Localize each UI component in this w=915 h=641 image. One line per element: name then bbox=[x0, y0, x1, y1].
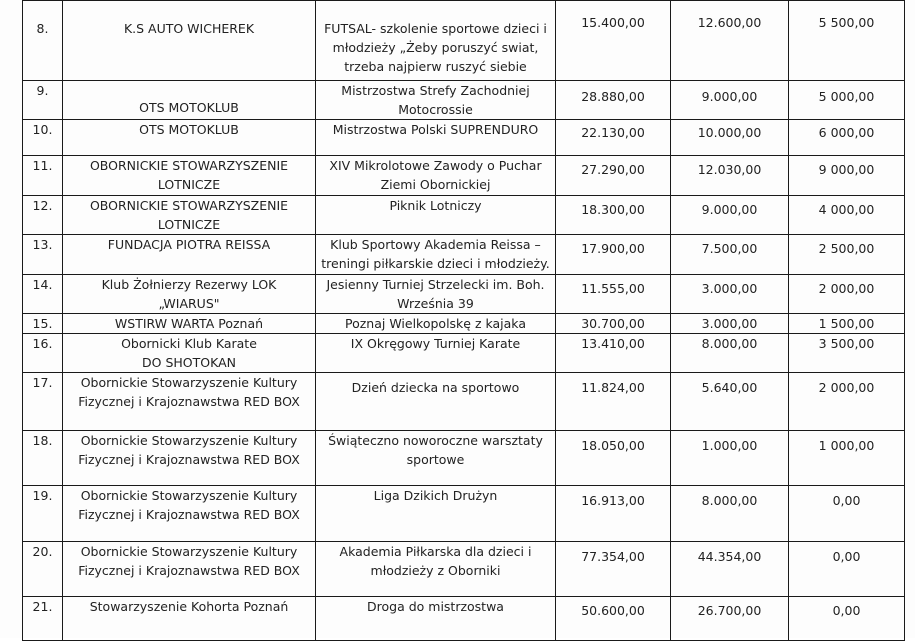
task-cell bbox=[316, 431, 556, 486]
task-line: Ziemi Obornickiej bbox=[380, 177, 491, 192]
proposed-amount: 10.000,00 bbox=[671, 120, 789, 156]
organization-line: Fizycznej i Krajoznawstwa RED BOX bbox=[78, 507, 300, 522]
task-line: FUTSAL- szkolenie sportowe dzieci i bbox=[324, 21, 547, 36]
task-cell bbox=[316, 235, 556, 275]
requested-amount: 28.880,00 bbox=[556, 81, 671, 120]
task-cell bbox=[316, 196, 556, 235]
requested-amount: 17.900,00 bbox=[556, 235, 671, 275]
task-cell bbox=[316, 334, 556, 373]
organization-line: OTS MOTOKLUB bbox=[139, 100, 239, 115]
organization-line: LOTNICZE bbox=[157, 217, 221, 232]
granted-amount: 2 000,00 bbox=[789, 275, 905, 314]
task-cell bbox=[316, 542, 556, 597]
proposed-amount: 12.030,00 bbox=[671, 156, 789, 196]
organization-line: Obornickie Stowarzyszenie Kultury bbox=[80, 544, 298, 559]
organization-cell bbox=[63, 431, 316, 486]
task-cell bbox=[316, 373, 556, 431]
requested-amount: 15.400,00 bbox=[556, 1, 671, 81]
organization-line: OBORNICKIE STOWARZYSZENIE bbox=[89, 158, 289, 173]
organization-line: LOTNICZE bbox=[157, 177, 221, 192]
row-number: 11. bbox=[23, 156, 63, 196]
requested-amount: 13.410,00 bbox=[556, 334, 671, 373]
table-row bbox=[23, 597, 905, 641]
task-line: Mistrzostwa Polski SUPRENDURO bbox=[332, 122, 539, 137]
proposed-amount: 7.500,00 bbox=[671, 235, 789, 275]
organization-line: Obornickie Stowarzyszenie Kultury bbox=[80, 375, 298, 390]
table-row bbox=[23, 431, 905, 486]
task-line: młodzieży z Oborniki bbox=[370, 563, 501, 578]
proposed-amount: 26.700,00 bbox=[671, 597, 789, 641]
proposed-amount: 3.000,00 bbox=[671, 314, 789, 334]
organization-line: FUNDACJA PIOTRA REISSA bbox=[107, 237, 271, 252]
table-row bbox=[23, 486, 905, 542]
organization-cell bbox=[63, 235, 316, 275]
task-line: Jesienny Turniej Strzelecki im. Boh. bbox=[326, 277, 545, 292]
task-line: Akademia Piłkarska dla dzieci i bbox=[339, 544, 532, 559]
row-number: 17. bbox=[23, 373, 63, 431]
task-line: treningi piłkarskie dzieci i młodzieży. bbox=[321, 256, 550, 271]
row-number: 19. bbox=[23, 486, 63, 542]
granted-amount: 0,00 bbox=[789, 486, 905, 542]
granted-amount: 2 500,00 bbox=[789, 235, 905, 275]
organization-line: Klub Żołnierzy Rezerwy LOK bbox=[101, 277, 277, 292]
task-line: IX Okręgowy Turniej Karate bbox=[350, 336, 521, 351]
task-line: Dzień dziecka na sportowo bbox=[351, 380, 520, 395]
table-row bbox=[23, 120, 905, 156]
organization-cell bbox=[63, 334, 316, 373]
requested-amount: 18.300,00 bbox=[556, 196, 671, 235]
requested-amount: 27.290,00 bbox=[556, 156, 671, 196]
requested-amount: 11.555,00 bbox=[556, 275, 671, 314]
row-number: 15. bbox=[23, 314, 63, 334]
granted-amount: 4 000,00 bbox=[789, 196, 905, 235]
organization-line: K.S AUTO WICHEREK bbox=[123, 21, 255, 36]
organization-line: DO SHOTOKAN bbox=[142, 355, 236, 370]
requested-amount: 30.700,00 bbox=[556, 314, 671, 334]
table-row bbox=[23, 542, 905, 597]
organization-cell bbox=[63, 597, 316, 641]
organization-cell bbox=[63, 81, 316, 120]
organization-line: OTS MOTOKLUB bbox=[139, 122, 239, 137]
organization-line: „WIARUS" bbox=[158, 296, 220, 311]
organization-line: Obornickie Stowarzyszenie Kultury bbox=[80, 488, 298, 503]
proposed-amount: 44.354,00 bbox=[671, 542, 789, 597]
requested-amount: 77.354,00 bbox=[556, 542, 671, 597]
granted-amount: 3 500,00 bbox=[789, 334, 905, 373]
row-number: 13. bbox=[23, 235, 63, 275]
table-row bbox=[23, 373, 905, 431]
organization-cell bbox=[63, 196, 316, 235]
organization-line: Obornicki Klub Karate bbox=[121, 336, 257, 351]
granted-amount: 6 000,00 bbox=[789, 120, 905, 156]
task-line: Motocrossie bbox=[398, 102, 473, 117]
granted-amount: 0,00 bbox=[789, 542, 905, 597]
organization-line: OBORNICKIE STOWARZYSZENIE bbox=[89, 198, 289, 213]
row-number: 8. bbox=[23, 1, 63, 81]
task-line: trzeba najpierw ruszyć siebie bbox=[344, 59, 527, 74]
organization-line: Obornickie Stowarzyszenie Kultury bbox=[80, 433, 298, 448]
task-line: Piknik Lotniczy bbox=[389, 198, 482, 213]
row-number: 20. bbox=[23, 542, 63, 597]
task-cell bbox=[316, 486, 556, 542]
requested-amount: 18.050,00 bbox=[556, 431, 671, 486]
task-line: XIV Mikrolotowe Zawody o Puchar bbox=[329, 158, 542, 173]
organization-cell bbox=[63, 275, 316, 314]
table-row bbox=[23, 1, 905, 81]
task-cell bbox=[316, 597, 556, 641]
requested-amount: 22.130,00 bbox=[556, 120, 671, 156]
row-number: 10. bbox=[23, 120, 63, 156]
requested-amount: 50.600,00 bbox=[556, 597, 671, 641]
task-line: Mistrzostwa Strefy Zachodniej bbox=[341, 83, 530, 98]
table-row bbox=[23, 334, 905, 373]
row-number: 18. bbox=[23, 431, 63, 486]
table-row bbox=[23, 81, 905, 120]
proposed-amount: 1.000,00 bbox=[671, 431, 789, 486]
organization-cell bbox=[63, 314, 316, 334]
organization-cell bbox=[63, 542, 316, 597]
proposed-amount: 8.000,00 bbox=[671, 334, 789, 373]
organization-cell bbox=[63, 1, 316, 81]
organization-line: Fizycznej i Krajoznawstwa RED BOX bbox=[78, 394, 300, 409]
granted-amount: 1 500,00 bbox=[789, 314, 905, 334]
table-row bbox=[23, 314, 905, 334]
row-number: 21. bbox=[23, 597, 63, 641]
proposed-amount: 12.600,00 bbox=[671, 1, 789, 81]
grants-table bbox=[22, 0, 905, 641]
proposed-amount: 9.000,00 bbox=[671, 81, 789, 120]
organization-line: Fizycznej i Krajoznawstwa RED BOX bbox=[78, 563, 300, 578]
task-cell bbox=[316, 81, 556, 120]
organization-line: WSTIRW WARTA Poznań bbox=[114, 316, 264, 331]
granted-amount: 9 000,00 bbox=[789, 156, 905, 196]
task-cell bbox=[316, 156, 556, 196]
task-line: Poznaj Wielkopolskę z kajaka bbox=[345, 316, 526, 331]
organization-cell bbox=[63, 373, 316, 431]
task-cell bbox=[316, 120, 556, 156]
row-number: 14. bbox=[23, 275, 63, 314]
task-line: Września 39 bbox=[397, 296, 474, 311]
granted-amount: 5 000,00 bbox=[789, 81, 905, 120]
organization-cell bbox=[63, 120, 316, 156]
granted-amount: 5 500,00 bbox=[789, 1, 905, 81]
proposed-amount: 8.000,00 bbox=[671, 486, 789, 542]
task-line: Klub Sportowy Akademia Reissa – bbox=[330, 237, 541, 252]
granted-amount: 2 000,00 bbox=[789, 373, 905, 431]
task-line: Świąteczno noworoczne warsztaty bbox=[328, 433, 543, 448]
row-number: 16. bbox=[23, 334, 63, 373]
task-cell bbox=[316, 1, 556, 81]
row-number: 9. bbox=[23, 81, 63, 120]
granted-amount: 0,00 bbox=[789, 597, 905, 641]
proposed-amount: 3.000,00 bbox=[671, 275, 789, 314]
task-cell bbox=[316, 314, 556, 334]
task-line: sportowe bbox=[406, 452, 465, 467]
granted-amount: 1 000,00 bbox=[789, 431, 905, 486]
proposed-amount: 5.640,00 bbox=[671, 373, 789, 431]
table-row bbox=[23, 275, 905, 314]
requested-amount: 11.824,00 bbox=[556, 373, 671, 431]
organization-line: Fizycznej i Krajoznawstwa RED BOX bbox=[78, 452, 300, 467]
row-number: 12. bbox=[23, 196, 63, 235]
task-line: Droga do mistrzostwa bbox=[367, 599, 504, 614]
table-row bbox=[23, 196, 905, 235]
organization-cell bbox=[63, 486, 316, 542]
organization-cell bbox=[63, 156, 316, 196]
task-line: młodzieży „Żeby poruszyć swiat, bbox=[332, 40, 539, 55]
requested-amount: 16.913,00 bbox=[556, 486, 671, 542]
table-row bbox=[23, 235, 905, 275]
task-cell bbox=[316, 275, 556, 314]
organization-line: Stowarzyszenie Kohorta Poznań bbox=[89, 599, 289, 614]
table-row bbox=[23, 156, 905, 196]
proposed-amount: 9.000,00 bbox=[671, 196, 789, 235]
task-line: Liga Dzikich Drużyn bbox=[373, 488, 498, 503]
